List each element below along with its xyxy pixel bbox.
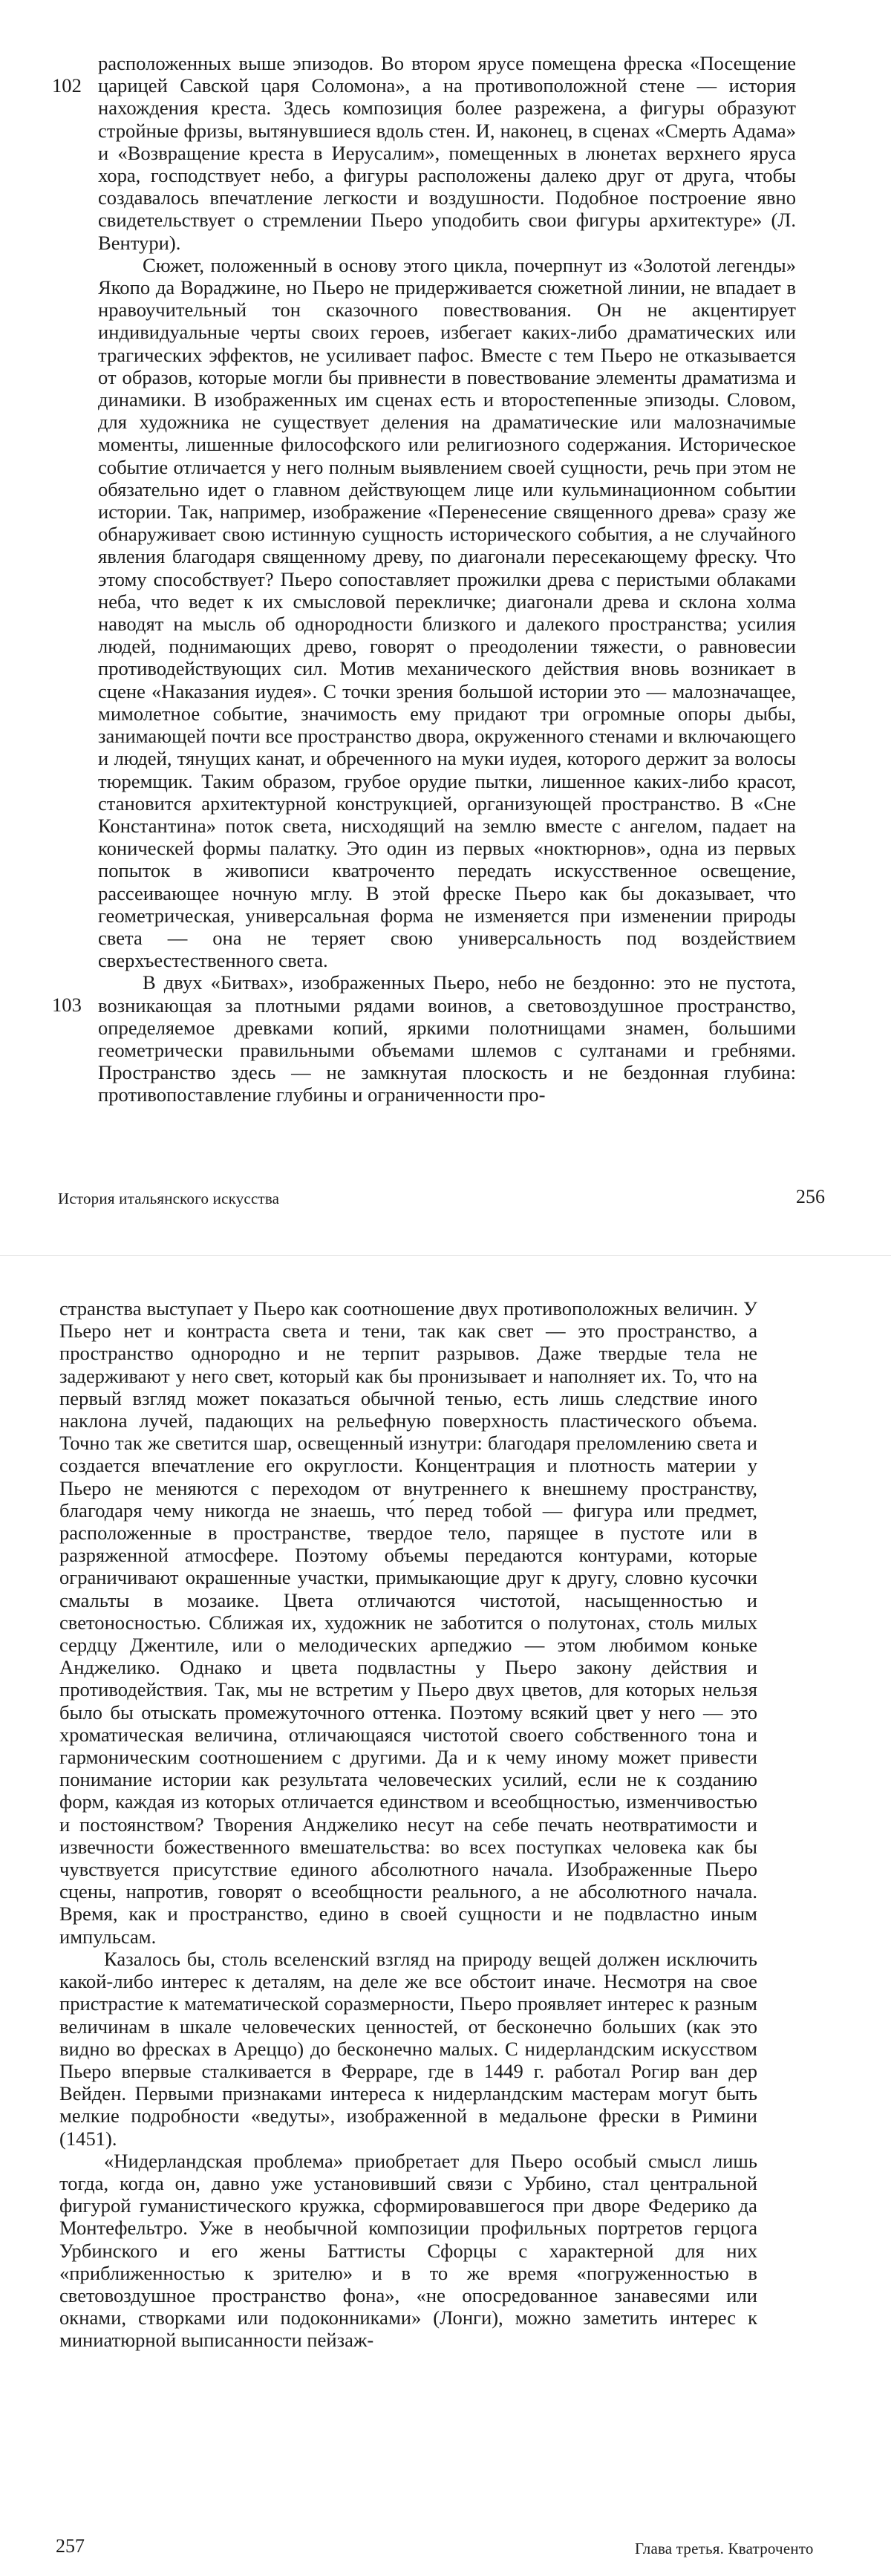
running-title: Глава третья. Кватроченто — [635, 2540, 814, 2557]
running-title: История итальянского искусства — [58, 1190, 280, 1207]
paragraph: Казалось бы, столь вселенский взгляд на природу вещей должен исключить какой-либо интерес к деталям, на деле же все обстоит иначе. Несмотря на свое пристрастие к математической соразмерности, Пьеро проявляет интерес к разным величинам в шкале человеческих ценностей, от бесконечно больших (как это видно во фресках в Ареццо) до бесконечно малых. С нидерландским искусством Пьеро впервые сталкивается в Ферраре, где в 1449 г. работал Рогир ван дер Вейден. Первыми признаками интереса к нидерландским мастерам могут быть мелкие подробности «ведуты», изображенной в медальоне фрески в Римини (1451). — [59, 1947, 757, 2150]
paragraph: расположенных выше эпизодов. Во втором ярусе помещена фреска «Посещение царицей Савской царя Соломона», а на противоположной стене — история нахождения креста. Здесь композиция более разрежена, а фигуры образуют стройные фризы, вытянувшиеся вдоль стен. И, наконец, в сценах «Смерть Адама» и «Возвращение креста в Иерусалим», помещенных в люнетах верхнего яруса хора, господствует небо, а фигуры расположены далеко друг от друга, чтобы создавалось впечатление легкости и воздушности. Подобное построение явно свидетельствует о стремлении Пьеро уподобить свои фигуры архитектуре» (Л. Вентури). — [98, 52, 796, 254]
top-page — [0, 0, 891, 1255]
paragraph: странства выступает у Пьеро как соотношение двух противоположных величин. У Пьеро нет и контраста света и тени, так как свет — это пространство, а пространство однородно и не терпит разрывов. Даже твердые тела не задерживают у него свет, который как бы пронизывает и наполняет их. То, что на первый взгляд может показаться обычной тенью, есть лишь следствие иного наклона лучей, падающих на рельефную поверхность пластического объема. Точно так же светится шар, освещенный изнутри: благодаря преломлению света и создается впечатление его округлости. Концентрация и плотность материи у Пьеро не меняются с переходом от внутреннего к внешнему пространству, благодаря чему никогда не знаешь, что́ перед тобой — фигура или предмет, расположенные в пространстве, твердое тело, парящее в пустоте или в разряженной атмосфере. Поэтому объемы передаются контурами, которые ограничивают окрашенные участки, примыкающие друг к другу, словно кусочки смальты в мозаике. Цвета отличаются чистотой, насыщенностью и светоносностью. Сближая их, художник не заботится о полутонах, столь милых сердцу Джентиле, или о мелодических арпеджио — этом любимом коньке Анджелико. Однако и цвета подвластны у Пьеро закону действия и противодействия. Так, мы не встретим у Пьеро двух цветов, для которых нельзя было бы отыскать промежуточного оттенка. Поэтому всякий цвет у него — это хроматическая величина, отличающаяся чистотой своего собственного тона и гармоническим соотношением с другими. Да и к чему иному может привести понимание истории как результата человеческих усилий, если не к созданию форм, каждая из которых отличается единством и всеобщностью, изменчивостью и постоянством? Творения Анджелико несут на себе печать неотвратимости и извечности божественного вмешательства: во всех поступках человека как бы чувствуется присутствие единого абсолютного начала. Изображенные Пьеро сцены, напротив, говорят о всеобщности реального, а не абсолютного начала. Время, как и пространство, едино в своей сущности и не подвластно иным импульсам. — [59, 1297, 757, 1948]
page-number: 256 — [796, 1186, 825, 1207]
bottom-page — [0, 1274, 891, 2576]
body-text — [98, 52, 796, 1106]
page-number: 257 — [56, 2535, 85, 2557]
page-divider — [0, 1255, 891, 1275]
paragraph: Сюжет, положенный в основу этого цикла, почерпнут из «Золотой легенды» Якопо да Вораджине, но Пьеро не придерживается сюжетной линии, не впадает в нравоучительный тон сказочного повествования. Он не акцентирует индивидуальные черты своих героев, избегает каких-либо драматических или трагических эффектов, не усиливает пафос. Вместе с тем Пьеро не отказывается от образов, которые могли бы привнести в повествование элементы драматизма и динамики. В изображенных им сценах есть и второстепенные эпизоды. Словом, для художника не существует деления на драматические или малозначимые моменты, лишенные философского или религиозного содержания. Историческое событие отличается у него полным выявлением своей сущности, речь при этом не обязательно идет о главном действующем лице или кульминационном событии истории. Так, например, изображение «Перенесение священного древа» сразу же обнаруживает свою истинную сущность исторического события, а не случайного явления благодаря священному древу, по диагонали пересекающему фреску. Что этому способствует? Пьеро сопоставляет прожилки древа с перистыми облаками неба, что ведет к их смысловой перекличке; диагонали древа и склона холма наводят на мысль об однородности близкого и далекого пространства; усилия людей, поднимающих древо, говорят о преодолении тяжести, о равновесии противодействующих сил. Мотив механического действия вновь возникает в сцене «Наказания иудея». С точки зрения большой истории это — малозначащее, мимолетное событие, значимость ему придают три огромные опоры дыбы, занимающей почти все пространство двора, окруженного стенами и включающего и людей, тянущих канат, и обреченного на муки иудея, которого держит за волосы тюремщик. Таким образом, грубое орудие пытки, лишенное каких-либо красот, становится архитектурной конструкцией, организующей пространство. В «Сне Константина» поток света, нисходящий на землю вместе с ангелом, падает на коническей формы палатку. Это один из первых «ноктюрнов», одна из первых попыток в живописи кватроченто передать искусственное освещение, рассеивающее ночную мглу. В этой фреске Пьеро как бы доказывает, что геометрическая, универсальная форма не изменяется при изменении природы света — она не теряет свою универсальность под воздействием сверхъестественного света. — [98, 253, 796, 972]
margin-number: 103 — [52, 994, 82, 1016]
paragraph: «Нидерландская проблема» приобретает для Пьеро особый смысл лишь тогда, когда он, давно уже установивший связи с Урбино, стал центральной фигурой гуманистического кружка, сформировавшегося при дворе Федерико да Монтефельтро. Уже в необычной композиции профильных портретов герцога Урбинского и его жены Баттисты Сфорцы с характерной для них «приближенностью к зрителю» и в то же время «погруженностью в световоздушное пространство фона», «не опосредованное занавесями или окнами, створками или подоконниками» (Лонги), можно заметить интерес к миниатюрной выписанности пейзаж- — [59, 2149, 757, 2352]
margin-number: 102 — [52, 74, 82, 97]
paragraph: В двух «Битвах», изображенных Пьеро, небо не бездонно: это не пустота, возникающая за плотными рядами воинов, а световоздушное пространство, определяемое древками копий, яркими полотнищами знамен, большими геометрически правильными объемами шлемов с султанами и гребнями. Пространство здесь — не замкнутая плоскость и не бездонная глубина: противопоставление глубины и ограниченности про- — [98, 971, 796, 1106]
body-text — [59, 1297, 757, 2352]
